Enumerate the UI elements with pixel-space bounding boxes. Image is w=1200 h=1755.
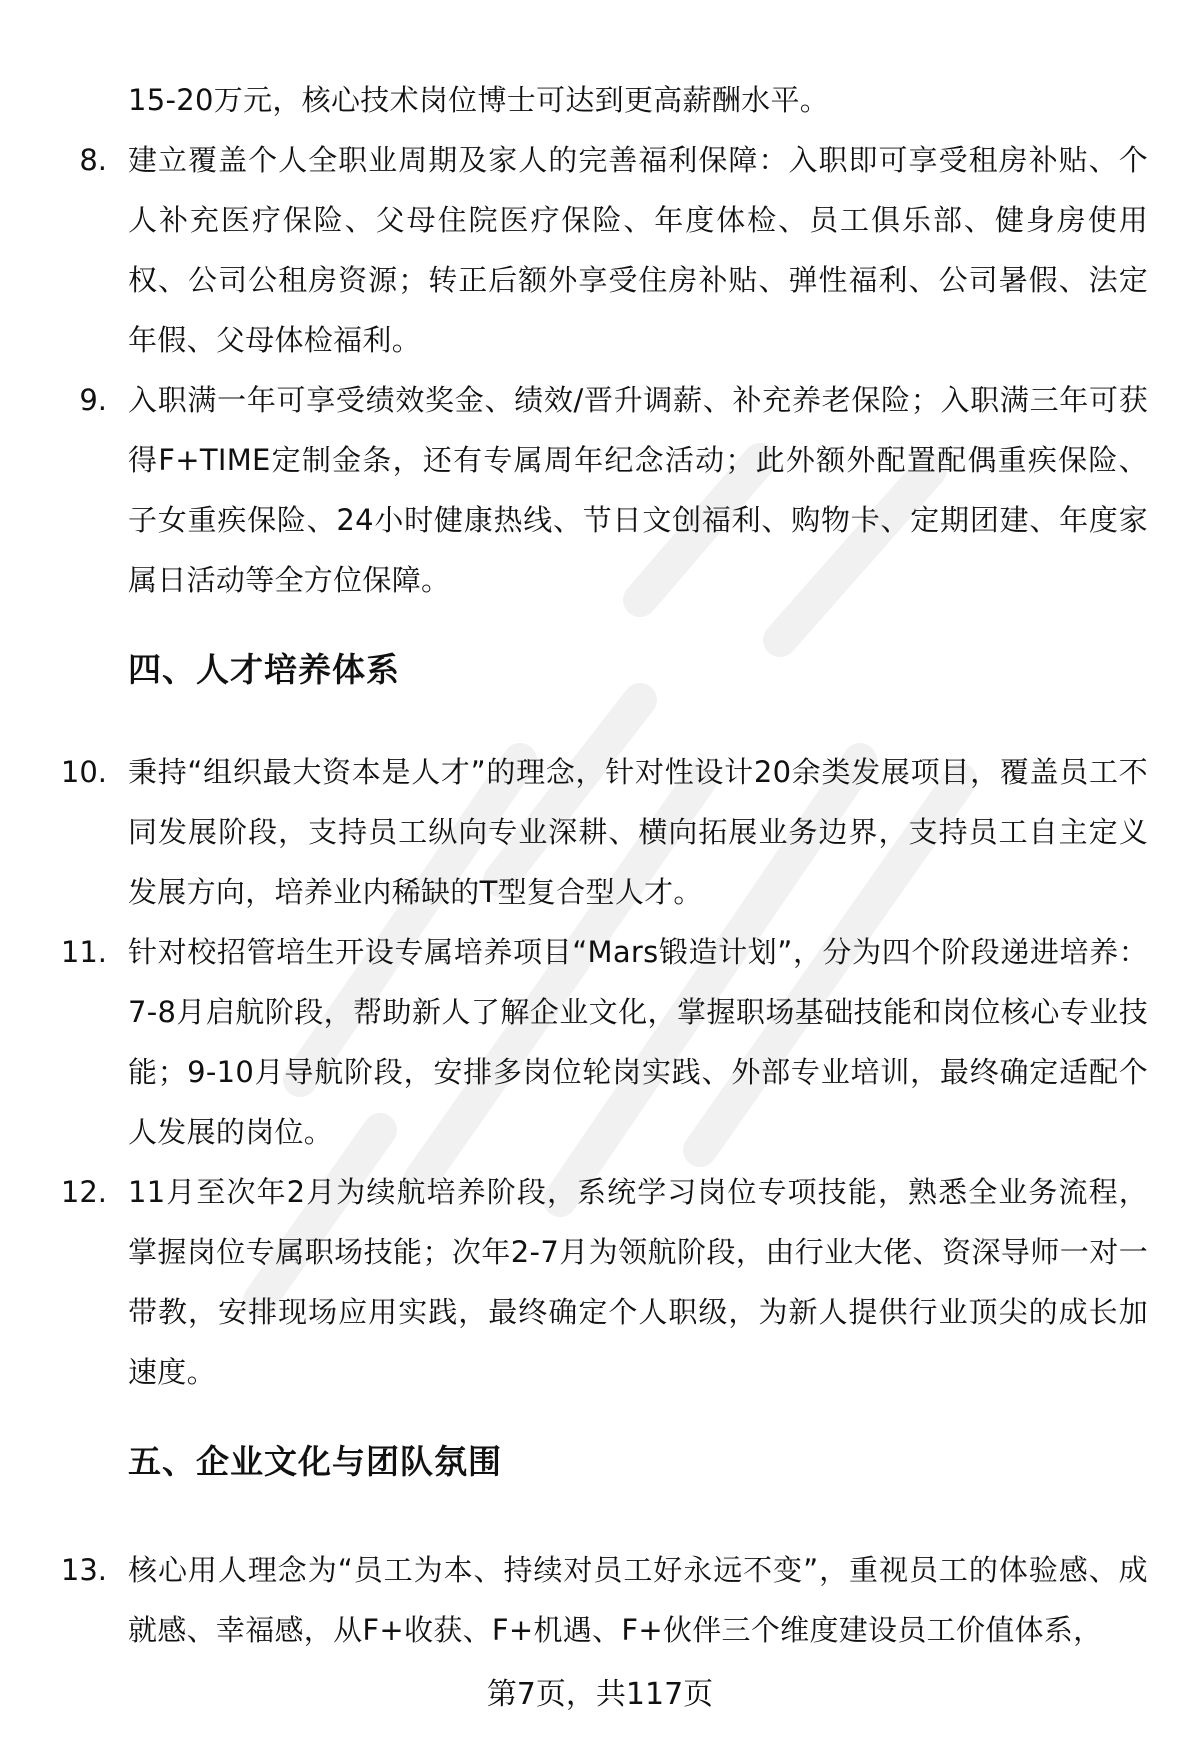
item-text: 核心用人理念为“员工为本、持续对员工好永远不变”，重视员工的体验感、成就感、幸福感，从F+收获、F+机遇、F+伙伴三个维度建设员工价值体系， (128, 1553, 1148, 1647)
item-number: 13. (60, 1553, 107, 1587)
item-number: 12. (60, 1175, 107, 1209)
item-text: 11月至次年2月为续航培养阶段，系统学习岗位专项技能，熟悉全业务流程，掌握岗位专属职场技能；次年2-7月为领航阶段，由行业大佬、资深导师一对一带教，安排现场应用实践，最终确定个人职级，为新人提供行业顶尖的成长加速度。 (128, 1175, 1148, 1389)
item-text: 入职满一年可享受绩效奖金、绩效/晋升调薪、补充养老保险；入职满三年可获得F+TIME定制金条，还有专属周年纪念活动；此外额外配置配偶重疾保险、子女重疾保险、24小时健康热线、节日文创福利、购物卡、定期团建、年度家属日活动等全方位保障。 (128, 383, 1148, 597)
item-text: 秉持“组织最大资本是人才”的理念，针对性设计20余类发展项目，覆盖员工不同发展阶段，支持员工纵向专业深耕、横向拓展业务边界，支持员工自主定义发展方向，培养业内稀缺的T型复合型人才。 (128, 755, 1148, 909)
item-number: 9. (79, 383, 107, 417)
continuation-text: 15-20万元，核心技术岗位博士可达到更高薪酬水平。 (128, 83, 830, 117)
item-text: 建立覆盖个人全职业周期及家人的完善福利保障：入职即可享受租房补贴、个人补充医疗保险、父母住院医疗保险、年度体检、员工俱乐部、健身房使用权、公司公租房资源；转正后额外享受住房补贴、弹性福利、公司暑假、法定年假、父母体检福利。 (128, 143, 1148, 357)
item-text: 针对校招管培生开设专属培养项目“Mars锻造计划”，分为四个阶段递进培养：7-8月启航阶段，帮助新人了解企业文化，掌握职场基础技能和岗位核心专业技能；9-10月导航阶段，安排多岗位轮岗实践、外部专业培训，最终确定适配个人发展的岗位。 (128, 935, 1148, 1149)
item-number: 10. (60, 755, 107, 789)
item-number: 11. (60, 935, 107, 969)
section-heading: 五、企业文化与团队氛围 (128, 1442, 502, 1481)
item-number: 8. (79, 143, 107, 177)
page-footer: 第7页，共117页 (486, 1677, 714, 1712)
section-heading: 四、人才培养体系 (128, 650, 400, 689)
